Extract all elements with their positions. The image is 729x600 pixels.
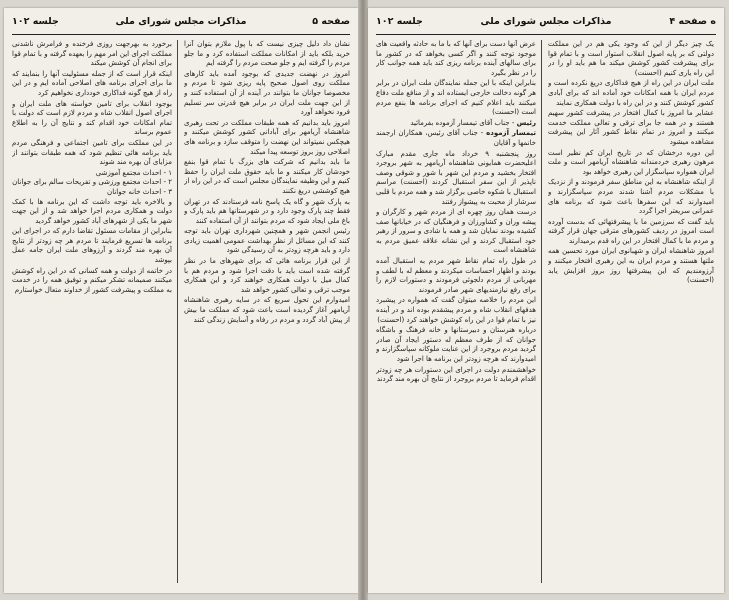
left-page-left-column xyxy=(12,40,172,585)
right-page-left-column xyxy=(376,40,536,585)
left-page-right-column xyxy=(184,40,350,585)
paragraph: یک چیز دیگر از این که وجود یکی هم در این مملکت دولتی که بر پایه اصول انقلاب استوار است و با تمام قوا برای پیشرفت کشور کوشش میکند ما هم باید او را در این راه یاری کنیم (احسنت) xyxy=(548,40,714,77)
right-page-number: ه صفحه ۴ xyxy=(669,16,716,27)
right-page-right-column xyxy=(548,40,714,585)
paragraph: امیدوارم این تحول سریع که در سایه رهبری شاهنشاه آریامهر آغاز گردیده است باعث شود که مملکت ما بیش از پیش آباد گردد و مردم در رفاه و آسایش زندگی کنند xyxy=(184,296,350,324)
paragraph: از این قرار برنامه هائی که برای شهرهای ما در نظر گرفته شده است باید با دقت اجرا شود و مردم هم با کمال میل با دولت همکاری خواهند کرد و این همکاری موجب ترقی و تعالی کشور خواهد شد xyxy=(184,257,350,294)
paragraph: امروز شاهنشاه ایران و شهبانوی ایران مورد تحسین همه ملتها هستند و مردم ایران به این رهبری افتخار میکنند و آرزومندیم که این پیشرفتها روز بروز افزایش یابد (احسنت) xyxy=(548,247,714,285)
paragraph: این دوره درخشان که در تاریخ ایران کم نظیر است مرهون رهبری خردمندانه شاهنشاه آریامهر است و ملت ایران همواره سپاسگزار این رهبری خواهد بود xyxy=(548,148,714,176)
paragraph: عرض آنها دست برای آنها که با ما به حادثه واقعیت های موجود توجه کنند و اگر کسی بخواهد که در کشور ما برای سالهای آینده برنامه ریزی کند باید همه جوانب کار را در نظر بگیرد xyxy=(376,40,536,77)
paragraph: ملت ایران در این راه از هیچ فداکاری دریغ نکرده است و مردم ایران با همه امکانات خود آماده اند که برای آبادی کشور کوشش کنند و در این راه با دولت همکاری نمایند xyxy=(548,79,714,107)
paragraph: در طول راه تمام نقاط شهر مردم به استقبال آمده بودند و اظهار احساسات میکردند و معظم له با لطف و مهربانی از مردم دلجوئی فرمودند و دستورات لازم را برای رفع نیازمندیهای شهر صادر فرمودند xyxy=(376,257,536,294)
speaker-line xyxy=(376,129,536,148)
paragraph: برخورد به بهرجهت روزی فرخنده و فرامرش ناشدنی مملکت اجرای این امر مهم را بعهده گرفته و با تمام قوا برای انجام آن کوشش میکند xyxy=(12,40,172,68)
paragraph: این مردم را خلاصه میتوان گفت که همواره در پیشبرد هدفهای انقلاب شاه و مردم پیشقدم بوده اند و در آینده نیز با تمام قوا در این راه کوشش خواهند کرد (احسنت) xyxy=(376,296,536,324)
paragraph: عشایر ما امروز با کمال افتخار در پیشرفت کشور سهیم هستند و در همه جا برای ترقی و تعالی مملکت خدمت میکنند و امروز در تمام نقاط کشور آثار این پیشرفت مشاهده میشود xyxy=(548,109,714,146)
paragraph: بوجود انقلاب برای تامین خواسته های ملت ایران و اجرای اصول انقلاب شاه و مردم لازم است که دولت با تمام امکانات خود اقدام کند و نتایج آن را به اطلاع عموم برساند xyxy=(12,99,172,137)
right-page-journal-title: مذاکرات مجلس شورای ملی xyxy=(480,16,612,27)
paragraph: امروز باید بدانیم که همه طبقات مملکت در تحت رهبری شاهنشاه آریامهر برای آبادانی کشور کوشش میکنند و هیچکس نمیتواند این نهضت را متوقف سازد و برنامه های اصلاحی روز بروز توسعه پیدا میکند xyxy=(184,118,350,156)
paragraph: ما باید بدانیم که شرکت های بزرگ با تمام قوا بنفع خودشان کار میکنند و ما باید حقوق ملت ایران را حفظ کنیم و این وظیفه نمایندگان مجلس است که در این راه از هیچ کوششی دریغ نکنند xyxy=(184,158,350,195)
paragraph: و بالاخره باید توجه داشت که این برنامه ها با کمک دولت و همکاری مردم اجرا خواهد شد و از این جهت شهر ما یکی از شهرهای آباد کشور خواهد گردید xyxy=(12,197,172,225)
speaker-line xyxy=(376,119,536,129)
column-divider xyxy=(541,40,542,583)
left-page-journal-title: مذاکرات مجلس شورای ملی xyxy=(115,16,247,27)
speaker-name: تیمسار آزموده xyxy=(486,129,536,138)
paragraph: در خاتمه از دولت و همه کسانی که در این راه کوشش میکنند صمیمانه تشکر میکنم و توفیق همه را در خدمت به مملکت و پیشرفت کشور از خداوند متعال خواستارم xyxy=(12,266,172,294)
paragraph: خواهشمندم دولت در اجرای این دستورات هر چه زودتر اقدام فرماید تا مردم بروجرد از نتایج آن بهره مند گردند xyxy=(376,365,536,384)
paragraph: باید گفت که سرزمین ما با پیشرفتهائی که بدست آورده است امروز در ردیف کشورهای مترقی جهان قرار گرفته و مردم ما با کمال افتخار در این راه قدم برمیدارند xyxy=(548,217,714,245)
paragraph: درست همان روز چهره ای از مردم شهر و کارگران و پیشه وران و کشاورزان و فرهنگیان که در خیابانها صف کشیده بودند نمایان شد و همه با شادی و سرور از رهبر خود استقبال کردند و این نشانه علاقه عمیق مردم به شاهنشاه است xyxy=(376,208,536,255)
numbered-item: ۲ - احداث مجتمع ورزشی و تفریحات سالم برای جوانان xyxy=(12,178,172,187)
right-page-session: جلسه ۱۰۲ xyxy=(376,16,423,27)
speaker-name: رئیس xyxy=(516,118,536,127)
left-page xyxy=(4,8,358,593)
paragraph: بنابراین اینکه با این جمله نمایندگان ملت ایران در برابر هر گونه دخالت خارجی ایستاده اند و از منافع ملت دفاع میکنند باید اعلام کنیم که اجرای برنامه ها بنفع مردم است (احسنت) xyxy=(376,79,536,117)
right-page-header xyxy=(376,14,716,35)
left-page-session: جلسه ۱۰۲ xyxy=(12,16,59,27)
paragraph: امروز در نهضت جدیدی که بوجود آمده باید کارهای مملکت روی اصول صحیح پایه ریزی شود تا مردم و مخصوصا جوانان ما بتوانند در آینده از آن استفاده کنند و از این جهت ملت ایران در برابر هیچ قدرتی سر تسلیم فرود نخواهد آورد xyxy=(184,69,350,117)
speaker-text: - جناب آقای رئیس، همکاران ارجمند خانمها و آقایان xyxy=(376,129,536,147)
paragraph: در این مملکت برای تامین اجتماعی و فرهنگی مردم باید برنامه هائی تنظیم شود که همه طبقات بتوانند از مزایای آن بهره مند شوند xyxy=(12,138,172,167)
left-page-header xyxy=(12,14,350,35)
paragraph: اینکه قرار است که از جمله مسئولیت آنها را بنمایند که ما برای اجرای برنامه های اصلاحی آماده ایم و در این راه از هیچ گونه فداکاری خودداری نخواهیم کرد xyxy=(12,69,172,97)
numbered-item: ۱ - احداث مجتمع آموزشی xyxy=(95,168,172,177)
paragraph: بنابراین از مقامات مسئول تقاضا دارم که در اجرای این برنامه ها تسریع فرمایند تا مردم هر چه زودتر از نتایج آن بهره مند گردند و آرزوهای ملت ایران جامه عمل بپوشد xyxy=(12,227,172,265)
paragraph: روز پنجشنبه ۹ خرداد ماه جاری مقدم مبارک اعلیحضرت همایونی شاهنشاه آریامهر به شهر بروجرد افتخار بخشید و مردم این شهر با شور و شوقی وصف ناپذیر از این سفر استقبال کردند (احسنت) مراسم استقبال با شکوه خاصی برگزار شد و همه مردم با قلبی سرشار از محبت به پیشواز رفتند xyxy=(376,149,536,206)
left-page-number: صفحه ۵ xyxy=(312,16,350,27)
right-page xyxy=(368,8,724,593)
paragraph: به پارک شهر و گاه یک پاسخ نامه فرستادند که در تهران فقط چند پارک وجود دارد و در شهرستانها هم باید پارک و باغ ملی ایجاد شود که مردم بتوانند از آن استفاده کنند xyxy=(184,197,350,225)
binding-gutter xyxy=(358,0,368,600)
paragraph: نشان داد دلیل چیزی نیست که با پول ملازم بتوان آنرا خرید بلکه باید از امکانات مملکت استفاده کرد و ما جلو مردم را گرفته ایم و جلو صحت مردم را گرفته ایم xyxy=(184,40,350,68)
paragraph: درباره هنرستان و دبیرستانها و خانه فرهنگ و باشگاه جوانان که از طرف معظم له دستور ایجاد آن صادر گردید مردم بروجرد از این عنایت ملوکانه سپاسگزارند و امیدوارند که هرچه زودتر این برنامه ها اجرا شود xyxy=(376,326,536,363)
speaker-text: - جناب آقای تیمسار آزموده بفرمائید xyxy=(410,118,515,127)
paragraph: از اینکه شاهنشاه به این مناطق سفر فرمودند و از نزدیک با مشکلات مردم آشنا شدند مردم سپاسگزارند و امیدوارند که این سفرها باعث شود که برنامه های عمرانی سریعتر اجرا گردد xyxy=(548,178,714,216)
numbered-item: ۳ - احداث خانه جوانان xyxy=(107,187,172,196)
paragraph: رئیس انجمن شهر و همچنین شهرداری تهران باید توجه کنند که این مسائل از نظر بهداشت عمومی اهمیت زیادی دارد و باید هرچه زودتر به آن رسیدگی شود xyxy=(184,227,350,255)
column-divider xyxy=(177,40,178,583)
